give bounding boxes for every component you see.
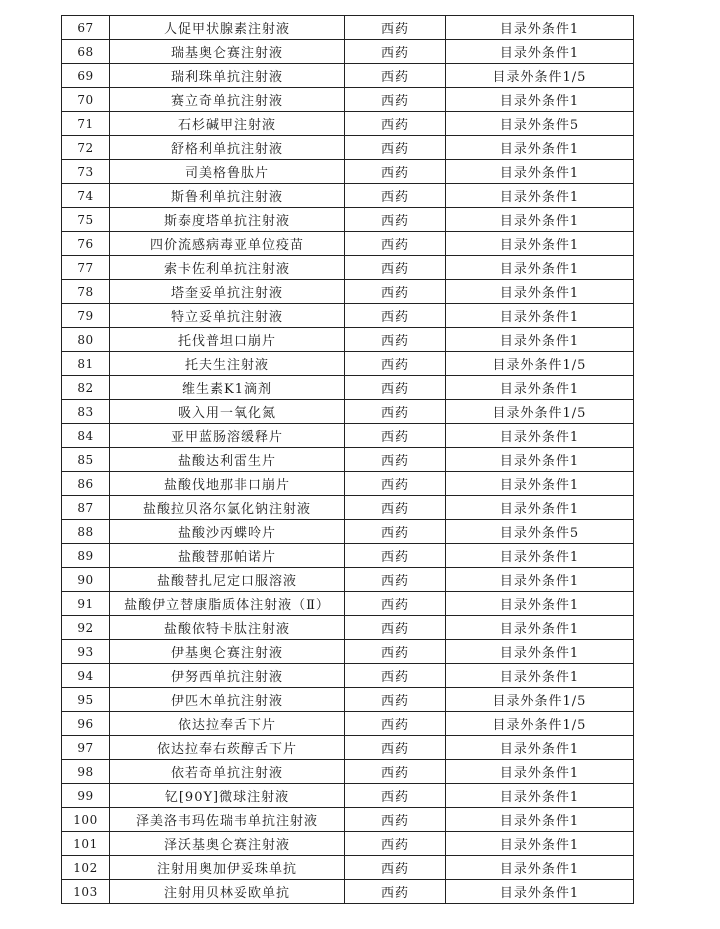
row-number-cell: 87 bbox=[62, 496, 110, 520]
drug-category-cell: 西药 bbox=[345, 184, 446, 208]
drug-category-cell: 西药 bbox=[345, 40, 446, 64]
table-row bbox=[62, 280, 634, 304]
drug-category-cell: 西药 bbox=[345, 760, 446, 784]
condition-note-cell: 目录外条件1 bbox=[446, 568, 634, 592]
condition-note-cell: 目录外条件1/5 bbox=[446, 400, 634, 424]
drug-category-cell: 西药 bbox=[345, 280, 446, 304]
table-row bbox=[62, 616, 634, 640]
condition-note-cell: 目录外条件1 bbox=[446, 136, 634, 160]
condition-note-cell: 目录外条件1 bbox=[446, 880, 634, 904]
row-number-cell: 96 bbox=[62, 712, 110, 736]
condition-note-cell: 目录外条件5 bbox=[446, 520, 634, 544]
table-body bbox=[62, 16, 634, 904]
table-row bbox=[62, 880, 634, 904]
table-row bbox=[62, 232, 634, 256]
condition-note-cell: 目录外条件1 bbox=[446, 736, 634, 760]
table-row bbox=[62, 352, 634, 376]
drug-name-cell: 人促甲状腺素注射液 bbox=[110, 16, 345, 40]
drug-name-cell: 钇[90Y]微球注射液 bbox=[110, 784, 345, 808]
drug-category-cell: 西药 bbox=[345, 208, 446, 232]
drug-name-cell: 托伐普坦口崩片 bbox=[110, 328, 345, 352]
table-row bbox=[62, 808, 634, 832]
drug-name-cell: 赛立奇单抗注射液 bbox=[110, 88, 345, 112]
table-row bbox=[62, 496, 634, 520]
row-number-cell: 95 bbox=[62, 688, 110, 712]
condition-note-cell: 目录外条件1 bbox=[446, 448, 634, 472]
drug-name-cell: 盐酸沙丙蝶呤片 bbox=[110, 520, 345, 544]
condition-note-cell: 目录外条件1 bbox=[446, 376, 634, 400]
drug-name-cell: 亚甲蓝肠溶缓释片 bbox=[110, 424, 345, 448]
condition-note-cell: 目录外条件1 bbox=[446, 160, 634, 184]
drug-category-cell: 西药 bbox=[345, 304, 446, 328]
drug-name-cell: 伊基奥仑赛注射液 bbox=[110, 640, 345, 664]
drug-name-cell: 伊努西单抗注射液 bbox=[110, 664, 345, 688]
row-number-cell: 67 bbox=[62, 16, 110, 40]
row-number-cell: 98 bbox=[62, 760, 110, 784]
table-row bbox=[62, 544, 634, 568]
drug-name-cell: 依达拉奉舌下片 bbox=[110, 712, 345, 736]
drug-name-cell: 依达拉奉右莰醇舌下片 bbox=[110, 736, 345, 760]
table-row bbox=[62, 16, 634, 40]
row-number-cell: 73 bbox=[62, 160, 110, 184]
row-number-cell: 81 bbox=[62, 352, 110, 376]
condition-note-cell: 目录外条件1 bbox=[446, 496, 634, 520]
drug-category-cell: 西药 bbox=[345, 592, 446, 616]
table-row bbox=[62, 328, 634, 352]
row-number-cell: 79 bbox=[62, 304, 110, 328]
row-number-cell: 75 bbox=[62, 208, 110, 232]
condition-note-cell: 目录外条件1 bbox=[446, 592, 634, 616]
drug-category-cell: 西药 bbox=[345, 544, 446, 568]
condition-note-cell: 目录外条件1 bbox=[446, 832, 634, 856]
table-row bbox=[62, 304, 634, 328]
row-number-cell: 91 bbox=[62, 592, 110, 616]
drug-name-cell: 托夫生注射液 bbox=[110, 352, 345, 376]
drug-category-cell: 西药 bbox=[345, 352, 446, 376]
table-row bbox=[62, 736, 634, 760]
drug-category-cell: 西药 bbox=[345, 712, 446, 736]
condition-note-cell: 目录外条件1/5 bbox=[446, 688, 634, 712]
drug-category-cell: 西药 bbox=[345, 784, 446, 808]
drug-name-cell: 泽美洛韦玛佐瑞韦单抗注射液 bbox=[110, 808, 345, 832]
drug-category-cell: 西药 bbox=[345, 664, 446, 688]
drug-category-cell: 西药 bbox=[345, 616, 446, 640]
drug-name-cell: 塔奎妥单抗注射液 bbox=[110, 280, 345, 304]
row-number-cell: 89 bbox=[62, 544, 110, 568]
drug-category-cell: 西药 bbox=[345, 136, 446, 160]
row-number-cell: 88 bbox=[62, 520, 110, 544]
row-number-cell: 84 bbox=[62, 424, 110, 448]
condition-note-cell: 目录外条件1 bbox=[446, 784, 634, 808]
condition-note-cell: 目录外条件1 bbox=[446, 88, 634, 112]
row-number-cell: 77 bbox=[62, 256, 110, 280]
drug-category-cell: 西药 bbox=[345, 808, 446, 832]
drug-category-cell: 西药 bbox=[345, 736, 446, 760]
drug-name-cell: 四价流感病毒亚单位疫苗 bbox=[110, 232, 345, 256]
table-row bbox=[62, 712, 634, 736]
drug-category-cell: 西药 bbox=[345, 424, 446, 448]
drug-category-cell: 西药 bbox=[345, 640, 446, 664]
drug-name-cell: 注射用贝林妥欧单抗 bbox=[110, 880, 345, 904]
row-number-cell: 92 bbox=[62, 616, 110, 640]
drug-category-cell: 西药 bbox=[345, 16, 446, 40]
table-row bbox=[62, 784, 634, 808]
row-number-cell: 78 bbox=[62, 280, 110, 304]
drug-category-cell: 西药 bbox=[345, 832, 446, 856]
table-row bbox=[62, 448, 634, 472]
table-row bbox=[62, 688, 634, 712]
drug-name-cell: 特立妥单抗注射液 bbox=[110, 304, 345, 328]
table-row bbox=[62, 472, 634, 496]
row-number-cell: 99 bbox=[62, 784, 110, 808]
row-number-cell: 85 bbox=[62, 448, 110, 472]
drug-category-cell: 西药 bbox=[345, 496, 446, 520]
drug-name-cell: 盐酸依特卡肽注射液 bbox=[110, 616, 345, 640]
condition-note-cell: 目录外条件1 bbox=[446, 256, 634, 280]
table-row bbox=[62, 160, 634, 184]
drug-category-cell: 西药 bbox=[345, 112, 446, 136]
condition-note-cell: 目录外条件1 bbox=[446, 472, 634, 496]
condition-note-cell: 目录外条件1/5 bbox=[446, 64, 634, 88]
drug-name-cell: 盐酸伐地那非口崩片 bbox=[110, 472, 345, 496]
drug-name-cell: 吸入用一氧化氮 bbox=[110, 400, 345, 424]
drug-name-cell: 司美格鲁肽片 bbox=[110, 160, 345, 184]
table-row bbox=[62, 520, 634, 544]
condition-note-cell: 目录外条件1 bbox=[446, 40, 634, 64]
table-row bbox=[62, 184, 634, 208]
table-row bbox=[62, 832, 634, 856]
table-row bbox=[62, 112, 634, 136]
table-row bbox=[62, 592, 634, 616]
drug-category-cell: 西药 bbox=[345, 688, 446, 712]
condition-note-cell: 目录外条件1 bbox=[446, 808, 634, 832]
condition-note-cell: 目录外条件1 bbox=[446, 208, 634, 232]
condition-note-cell: 目录外条件1 bbox=[446, 616, 634, 640]
drug-category-cell: 西药 bbox=[345, 856, 446, 880]
drug-name-cell: 舒格利单抗注射液 bbox=[110, 136, 345, 160]
table-row bbox=[62, 376, 634, 400]
drug-category-cell: 西药 bbox=[345, 256, 446, 280]
row-number-cell: 101 bbox=[62, 832, 110, 856]
drug-name-cell: 注射用奥加伊妥珠单抗 bbox=[110, 856, 345, 880]
drug-category-cell: 西药 bbox=[345, 472, 446, 496]
drug-name-cell: 斯泰度塔单抗注射液 bbox=[110, 208, 345, 232]
drug-category-cell: 西药 bbox=[345, 64, 446, 88]
drug-name-cell: 盐酸替那帕诺片 bbox=[110, 544, 345, 568]
row-number-cell: 70 bbox=[62, 88, 110, 112]
drug-name-cell: 斯鲁利单抗注射液 bbox=[110, 184, 345, 208]
row-number-cell: 97 bbox=[62, 736, 110, 760]
condition-note-cell: 目录外条件1 bbox=[446, 544, 634, 568]
drug-category-cell: 西药 bbox=[345, 160, 446, 184]
table-row bbox=[62, 40, 634, 64]
condition-note-cell: 目录外条件1 bbox=[446, 328, 634, 352]
row-number-cell: 102 bbox=[62, 856, 110, 880]
drug-name-cell: 泽沃基奥仑赛注射液 bbox=[110, 832, 345, 856]
drug-name-cell: 瑞利珠单抗注射液 bbox=[110, 64, 345, 88]
condition-note-cell: 目录外条件5 bbox=[446, 112, 634, 136]
condition-note-cell: 目录外条件1 bbox=[446, 184, 634, 208]
row-number-cell: 82 bbox=[62, 376, 110, 400]
condition-note-cell: 目录外条件1 bbox=[446, 856, 634, 880]
row-number-cell: 69 bbox=[62, 64, 110, 88]
condition-note-cell: 目录外条件1/5 bbox=[446, 712, 634, 736]
condition-note-cell: 目录外条件1 bbox=[446, 424, 634, 448]
table-row bbox=[62, 400, 634, 424]
condition-note-cell: 目录外条件1 bbox=[446, 304, 634, 328]
drug-name-cell: 盐酸达利雷生片 bbox=[110, 448, 345, 472]
condition-note-cell: 目录外条件1 bbox=[446, 16, 634, 40]
condition-note-cell: 目录外条件1 bbox=[446, 640, 634, 664]
drug-category-cell: 西药 bbox=[345, 520, 446, 544]
row-number-cell: 68 bbox=[62, 40, 110, 64]
table-row bbox=[62, 136, 634, 160]
row-number-cell: 83 bbox=[62, 400, 110, 424]
table-row bbox=[62, 424, 634, 448]
drug-category-cell: 西药 bbox=[345, 88, 446, 112]
drug-list-table bbox=[61, 15, 634, 904]
row-number-cell: 90 bbox=[62, 568, 110, 592]
drug-name-cell: 盐酸替扎尼定口服溶液 bbox=[110, 568, 345, 592]
row-number-cell: 93 bbox=[62, 640, 110, 664]
condition-note-cell: 目录外条件1 bbox=[446, 760, 634, 784]
drug-category-cell: 西药 bbox=[345, 232, 446, 256]
row-number-cell: 103 bbox=[62, 880, 110, 904]
table-row bbox=[62, 760, 634, 784]
table-row bbox=[62, 64, 634, 88]
drug-name-cell: 伊匹木单抗注射液 bbox=[110, 688, 345, 712]
row-number-cell: 86 bbox=[62, 472, 110, 496]
condition-note-cell: 目录外条件1 bbox=[446, 664, 634, 688]
drug-name-cell: 依若奇单抗注射液 bbox=[110, 760, 345, 784]
drug-category-cell: 西药 bbox=[345, 880, 446, 904]
table-row bbox=[62, 88, 634, 112]
drug-name-cell: 维生素K1滴剂 bbox=[110, 376, 345, 400]
drug-name-cell: 瑞基奥仑赛注射液 bbox=[110, 40, 345, 64]
table-row bbox=[62, 208, 634, 232]
drug-name-cell: 石杉碱甲注射液 bbox=[110, 112, 345, 136]
drug-category-cell: 西药 bbox=[345, 568, 446, 592]
table-row bbox=[62, 256, 634, 280]
row-number-cell: 80 bbox=[62, 328, 110, 352]
row-number-cell: 71 bbox=[62, 112, 110, 136]
drug-name-cell: 盐酸伊立替康脂质体注射液（Ⅱ） bbox=[110, 592, 345, 616]
drug-category-cell: 西药 bbox=[345, 376, 446, 400]
row-number-cell: 72 bbox=[62, 136, 110, 160]
condition-note-cell: 目录外条件1/5 bbox=[446, 352, 634, 376]
drug-name-cell: 盐酸拉贝洛尔氯化钠注射液 bbox=[110, 496, 345, 520]
row-number-cell: 74 bbox=[62, 184, 110, 208]
condition-note-cell: 目录外条件1 bbox=[446, 232, 634, 256]
drug-category-cell: 西药 bbox=[345, 400, 446, 424]
row-number-cell: 100 bbox=[62, 808, 110, 832]
table-row bbox=[62, 568, 634, 592]
row-number-cell: 94 bbox=[62, 664, 110, 688]
table-row bbox=[62, 640, 634, 664]
drug-category-cell: 西药 bbox=[345, 328, 446, 352]
table-row bbox=[62, 856, 634, 880]
row-number-cell: 76 bbox=[62, 232, 110, 256]
condition-note-cell: 目录外条件1 bbox=[446, 280, 634, 304]
drug-name-cell: 索卡佐利单抗注射液 bbox=[110, 256, 345, 280]
table-row bbox=[62, 664, 634, 688]
drug-category-cell: 西药 bbox=[345, 448, 446, 472]
